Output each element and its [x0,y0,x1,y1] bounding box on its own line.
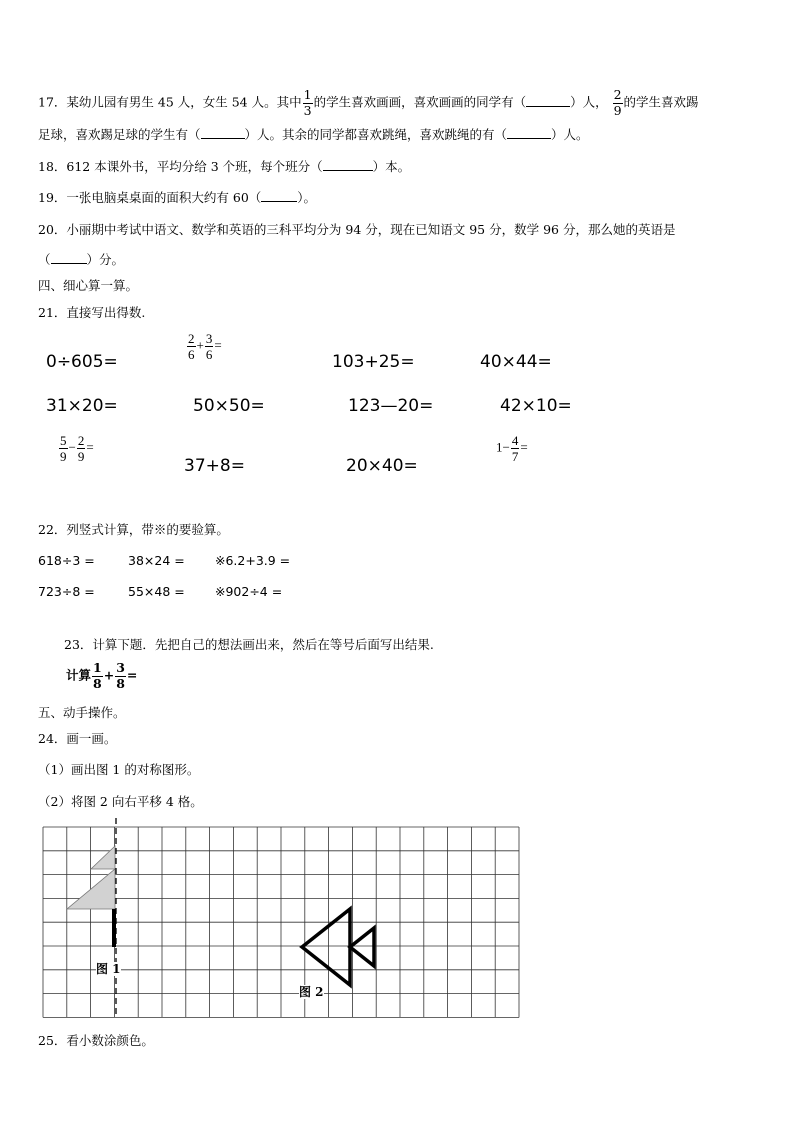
frac-num: 1 [93,660,102,675]
frac-den: 6 [188,347,195,362]
q24-title: 24．画一画。 [38,731,117,746]
frac-den: 8 [116,675,125,691]
q21-title: 21．直接写出得数. [38,305,146,320]
pre: 计算 [66,667,92,683]
fig1-label: 图 1 [96,962,121,976]
frac-den: 6 [205,347,213,362]
q20-text-b: ）分。 [86,252,125,267]
q24-sub1: （1）画出图 1 的对称图形。 [38,762,200,777]
q25-title: 25．看小数涂颜色。 [38,1033,154,1048]
frac-den: 7 [511,449,519,464]
q21-r3c3: 20×40= [346,456,418,476]
q19-text-b: ）。 [297,190,317,205]
q18-text-a: 18．612 本课外书，平均分给 3 个班，每个班分（ [38,159,323,174]
q22-e5: 55×48 = [128,584,185,599]
frac-num: 3 [205,331,213,346]
eq: = [520,439,528,455]
q20-text-a: （ [38,252,51,267]
frac-num: 2 [188,331,195,346]
eq: = [86,439,94,455]
frac-num: 2 [77,433,85,448]
q21-r2c4: 42×10= [500,396,572,416]
fig1-upper-triangle [91,846,115,869]
q17-text-f: ）人。其余的同学都喜欢跳绳，喜欢跳绳的有（ [244,127,508,142]
q17-text-b: 的学生喜欢画画，喜欢画画的同学有（ [313,94,527,110]
frac-den: 3 [303,102,312,118]
q17-text-g: ）人。 [551,127,589,142]
q21-r1c4: 40×44= [480,352,552,372]
q21-r3c2: 37+8= [184,456,245,476]
q18-text-b: ）本。 [372,159,411,174]
op: + [103,667,115,683]
section-4-heading: 四、细心算一算。 [38,278,139,293]
q19-text-a: 19．一张电脑桌桌面的面积大约有 60（ [38,190,262,205]
q17-text-d: 的学生喜欢踢 [623,94,699,110]
section-5-heading: 五、动手操作。 [38,705,126,720]
frac-den: 8 [93,675,102,691]
eq: = [214,337,222,353]
q21-r2c2: 50×50= [193,396,265,416]
frac-num: 1 [303,87,312,102]
eq: = [126,667,138,683]
q24-sub2: （2）将图 2 向右平移 4 格。 [38,794,203,809]
pre: 1− [496,439,510,455]
fig2-label: 图 2 [299,985,324,999]
q20-line1: 20．小丽期中考试中语文、数学和英语的三科平均分为 94 分，现在已知语文 95 分，数学 96 分，那么她的英语是 [38,222,676,237]
frac-den: 9 [77,449,85,464]
fig2-small-triangle [350,928,374,966]
frac-num: 2 [613,87,622,102]
q21-r2c3: 123—20= [348,396,434,416]
q21-r1c3: 103+25= [332,352,415,372]
q17-text-e: 足球，喜欢踢足球的学生有（ [38,127,201,142]
q17-text-a: 17．某幼儿园有男生 45 人，女生 54 人。其中 [38,94,302,110]
frac-den: 9 [613,102,622,118]
q22-e6: ※902÷4 = [215,584,283,599]
q17-text-c: ）人， [570,94,608,110]
op: − [68,439,76,455]
q22-e1: 618÷3 = [38,553,95,568]
q21-r2c1: 31×20= [46,396,118,416]
frac-num: 4 [511,433,519,448]
fig2-large-triangle [302,909,350,985]
frac-num: 5 [60,433,67,448]
q21-r1c1: 0÷605= [46,352,118,372]
q23-title: 23．计算下题．先把自己的想法画出来，然后在等号后面写出结果. [64,637,434,652]
frac-den: 9 [60,449,67,464]
op: + [196,337,204,353]
q22-title: 22．列竖式计算，带※的要验算。 [38,522,229,537]
frac-num: 3 [116,660,125,675]
q22-e2: 38×24 = [128,553,185,568]
q22-e4: 723÷8 = [38,584,95,599]
q22-e3: ※6.2+3.9 = [215,553,291,568]
